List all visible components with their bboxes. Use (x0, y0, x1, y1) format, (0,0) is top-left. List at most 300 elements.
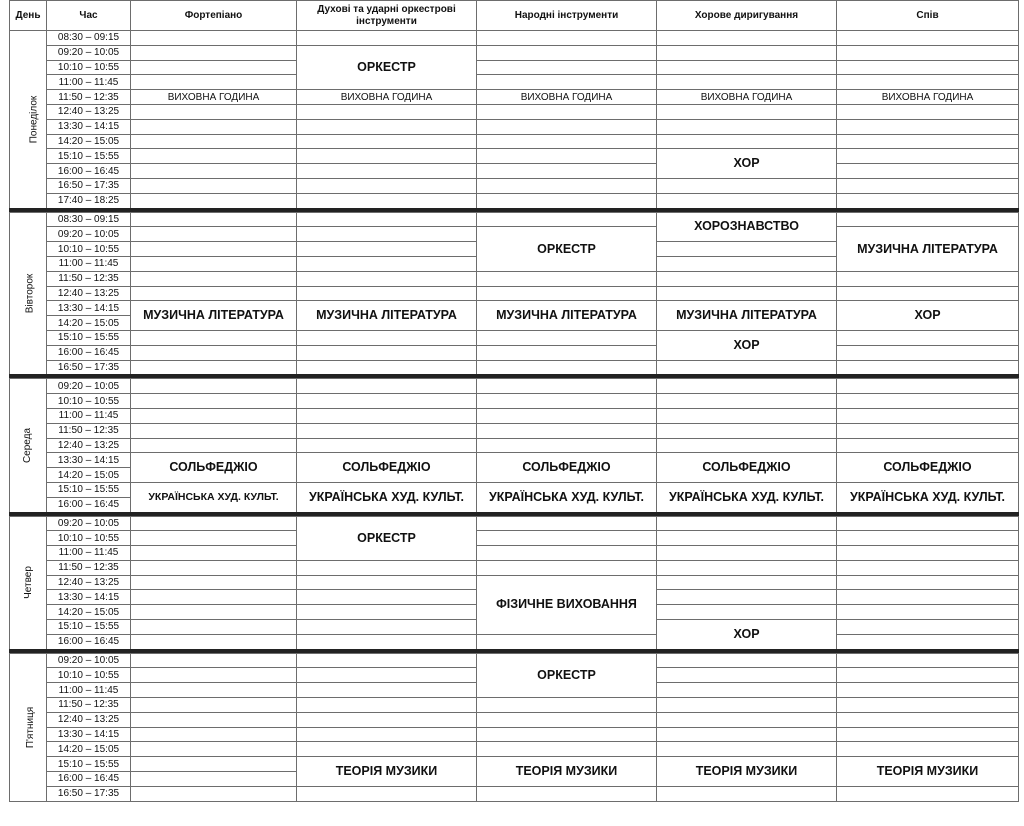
day-name: Четвер (22, 566, 34, 599)
empty-cell (297, 330, 477, 345)
empty-cell (131, 712, 297, 727)
empty-cell (297, 423, 477, 438)
empty-cell (297, 394, 477, 409)
empty-cell (657, 75, 837, 90)
schedule-row (10, 164, 1019, 179)
empty-cell (657, 668, 837, 683)
empty-cell (131, 379, 297, 394)
empty-cell (837, 620, 1019, 635)
lesson-cell: УКРАЇНСЬКА ХУД. КУЛЬТ. (297, 482, 477, 513)
schedule-row (10, 379, 1019, 394)
empty-cell (477, 560, 657, 575)
schedule-row (10, 149, 1019, 164)
empty-cell (131, 242, 297, 257)
empty-cell (477, 345, 657, 360)
empty-cell (837, 590, 1019, 605)
lesson-cell: ВИХОВНА ГОДИНА (131, 90, 297, 105)
schedule-row (10, 438, 1019, 453)
empty-cell (131, 60, 297, 75)
empty-cell (297, 379, 477, 394)
time-slot: 14:20 – 15:05 (47, 605, 131, 620)
header-col-choral: Хорове диригування (657, 1, 837, 31)
schedule-row (10, 90, 1019, 105)
empty-cell (297, 286, 477, 301)
time-slot: 08:30 – 09:15 (47, 212, 131, 227)
empty-cell (131, 164, 297, 179)
time-slot: 16:00 – 16:45 (47, 497, 131, 513)
empty-cell (131, 772, 297, 787)
schedule-row (10, 653, 1019, 668)
empty-cell (477, 330, 657, 345)
empty-cell (297, 256, 477, 271)
lesson-cell: ФІЗИЧНЕ ВИХОВАННЯ (477, 575, 657, 634)
empty-cell (477, 423, 657, 438)
empty-cell (837, 119, 1019, 134)
lesson-cell: МУЗИЧНА ЛІТЕРАТУРА (657, 301, 837, 331)
empty-cell (657, 193, 837, 209)
empty-cell (657, 786, 837, 801)
empty-cell (657, 178, 837, 193)
empty-cell (837, 164, 1019, 179)
empty-cell (837, 516, 1019, 531)
empty-cell (131, 516, 297, 531)
empty-cell (131, 590, 297, 605)
empty-cell (657, 683, 837, 698)
day-name: Середа (22, 427, 34, 463)
empty-cell (837, 178, 1019, 193)
empty-cell (657, 60, 837, 75)
empty-cell (297, 408, 477, 423)
day-name: Понеділок (28, 95, 40, 144)
schedule-row (10, 742, 1019, 757)
empty-cell (837, 575, 1019, 590)
lesson-cell: ОРКЕСТР (477, 653, 657, 697)
empty-cell (837, 75, 1019, 90)
empty-cell (297, 345, 477, 360)
empty-cell (837, 423, 1019, 438)
empty-cell (297, 605, 477, 620)
empty-cell (477, 31, 657, 46)
time-slot: 15:10 – 15:55 (47, 149, 131, 164)
time-slot: 17:40 – 18:25 (47, 193, 131, 209)
empty-cell (837, 653, 1019, 668)
header-col-singing: Спів (837, 1, 1019, 31)
header-col-folk: Народні інструменти (477, 1, 657, 31)
empty-cell (131, 742, 297, 757)
time-slot: 11:50 – 12:35 (47, 560, 131, 575)
schedule-row (10, 546, 1019, 561)
empty-cell (477, 438, 657, 453)
schedule-row (10, 634, 1019, 650)
empty-cell (837, 345, 1019, 360)
empty-cell (131, 31, 297, 46)
time-slot: 11:50 – 12:35 (47, 423, 131, 438)
time-slot: 10:10 – 10:55 (47, 668, 131, 683)
time-slot: 14:20 – 15:05 (47, 134, 131, 149)
schedule-row (10, 516, 1019, 531)
empty-cell (837, 31, 1019, 46)
time-slot: 13:30 – 14:15 (47, 119, 131, 134)
schedule-row (10, 178, 1019, 193)
empty-cell (131, 149, 297, 164)
time-slot: 10:10 – 10:55 (47, 60, 131, 75)
empty-cell (297, 104, 477, 119)
lesson-cell: ВИХОВНА ГОДИНА (477, 90, 657, 105)
day-name: Вівторок (24, 273, 36, 314)
time-slot: 16:00 – 16:45 (47, 164, 131, 179)
lesson-cell: СОЛЬФЕДЖІО (297, 453, 477, 483)
lesson-cell: СОЛЬФЕДЖІО (131, 453, 297, 483)
day-label-cell (10, 653, 47, 801)
empty-cell (657, 379, 837, 394)
schedule-row (10, 453, 1019, 468)
lesson-cell: ХОР (837, 301, 1019, 331)
time-slot: 11:00 – 11:45 (47, 683, 131, 698)
schedule-row (10, 345, 1019, 360)
empty-cell (131, 698, 297, 713)
empty-cell (837, 438, 1019, 453)
schedule-row (10, 360, 1019, 376)
day-name: П'ятниця (25, 706, 37, 748)
empty-cell (131, 786, 297, 801)
schedule-row (10, 786, 1019, 801)
day-label-cell (10, 516, 47, 651)
empty-cell (657, 45, 837, 60)
empty-cell (837, 149, 1019, 164)
empty-cell (131, 256, 297, 271)
time-slot: 12:40 – 13:25 (47, 438, 131, 453)
empty-cell (657, 360, 837, 376)
empty-cell (131, 620, 297, 635)
empty-cell (657, 560, 837, 575)
schedule-row (10, 757, 1019, 772)
empty-cell (131, 575, 297, 590)
empty-cell (837, 634, 1019, 650)
schedule-row (10, 560, 1019, 575)
empty-cell (477, 193, 657, 209)
schedule-row (10, 330, 1019, 345)
empty-cell (837, 408, 1019, 423)
time-slot: 11:50 – 12:35 (47, 90, 131, 105)
schedule-row (10, 60, 1019, 75)
empty-cell (297, 742, 477, 757)
empty-cell (297, 227, 477, 242)
time-slot: 12:40 – 13:25 (47, 286, 131, 301)
time-slot: 15:10 – 15:55 (47, 330, 131, 345)
lesson-cell: СОЛЬФЕДЖІО (657, 453, 837, 483)
schedule-row (10, 712, 1019, 727)
empty-cell (477, 394, 657, 409)
schedule-row (10, 575, 1019, 590)
header-day: День (10, 1, 47, 31)
empty-cell (657, 423, 837, 438)
empty-cell (131, 360, 297, 376)
empty-cell (657, 742, 837, 757)
empty-cell (657, 531, 837, 546)
empty-cell (297, 560, 477, 575)
time-slot: 09:20 – 10:05 (47, 227, 131, 242)
day-label-cell (10, 379, 47, 514)
empty-cell (297, 438, 477, 453)
schedule-row (10, 482, 1019, 497)
time-slot: 16:00 – 16:45 (47, 345, 131, 360)
empty-cell (477, 712, 657, 727)
empty-cell (131, 560, 297, 575)
empty-cell (131, 531, 297, 546)
empty-cell (837, 683, 1019, 698)
empty-cell (657, 104, 837, 119)
empty-cell (131, 212, 297, 227)
time-slot: 08:30 – 09:15 (47, 31, 131, 46)
empty-cell (131, 193, 297, 209)
time-slot: 10:10 – 10:55 (47, 394, 131, 409)
time-slot: 11:50 – 12:35 (47, 698, 131, 713)
time-slot: 14:20 – 15:05 (47, 316, 131, 331)
empty-cell (297, 727, 477, 742)
empty-cell (131, 75, 297, 90)
time-slot: 10:10 – 10:55 (47, 531, 131, 546)
lesson-cell: ТЕОРІЯ МУЗИКИ (837, 757, 1019, 787)
time-slot: 11:50 – 12:35 (47, 271, 131, 286)
empty-cell (131, 408, 297, 423)
empty-cell (131, 546, 297, 561)
empty-cell (837, 330, 1019, 345)
schedule-table (9, 0, 1019, 802)
empty-cell (477, 634, 657, 650)
empty-cell (837, 531, 1019, 546)
empty-cell (657, 653, 837, 668)
empty-cell (477, 286, 657, 301)
empty-cell (657, 271, 837, 286)
empty-cell (477, 164, 657, 179)
empty-cell (477, 60, 657, 75)
empty-cell (297, 575, 477, 590)
empty-cell (837, 360, 1019, 376)
lesson-cell: ВИХОВНА ГОДИНА (657, 90, 837, 105)
empty-cell (297, 149, 477, 164)
time-slot: 12:40 – 13:25 (47, 104, 131, 119)
lesson-cell: ВИХОВНА ГОДИНА (837, 90, 1019, 105)
empty-cell (477, 546, 657, 561)
empty-cell (131, 227, 297, 242)
empty-cell (837, 546, 1019, 561)
empty-cell (477, 212, 657, 227)
empty-cell (837, 212, 1019, 227)
empty-cell (477, 104, 657, 119)
lesson-cell: МУЗИЧНА ЛІТЕРАТУРА (477, 301, 657, 331)
empty-cell (657, 698, 837, 713)
day-label-cell (10, 212, 47, 376)
time-slot: 16:00 – 16:45 (47, 772, 131, 787)
empty-cell (837, 668, 1019, 683)
empty-cell (657, 119, 837, 134)
lesson-cell: МУЗИЧНА ЛІТЕРАТУРА (837, 227, 1019, 271)
empty-cell (477, 408, 657, 423)
empty-cell (657, 394, 837, 409)
lesson-cell: ХОР (657, 620, 837, 651)
empty-cell (297, 698, 477, 713)
empty-cell (297, 653, 477, 668)
empty-cell (657, 712, 837, 727)
empty-cell (131, 727, 297, 742)
empty-cell (837, 104, 1019, 119)
empty-cell (131, 45, 297, 60)
schedule-row (10, 193, 1019, 209)
empty-cell (297, 271, 477, 286)
empty-cell (131, 134, 297, 149)
lesson-cell: МУЗИЧНА ЛІТЕРАТУРА (131, 301, 297, 331)
empty-cell (297, 242, 477, 257)
empty-cell (657, 590, 837, 605)
time-slot: 16:50 – 17:35 (47, 360, 131, 376)
schedule-row (10, 212, 1019, 227)
empty-cell (837, 394, 1019, 409)
schedule-row (10, 423, 1019, 438)
empty-cell (657, 727, 837, 742)
empty-cell (131, 119, 297, 134)
empty-cell (131, 286, 297, 301)
lesson-cell: УКРАЇНСЬКА ХУД. КУЛЬТ. (657, 482, 837, 513)
empty-cell (297, 668, 477, 683)
lesson-cell: УКРАЇНСЬКА ХУД. КУЛЬТ. (131, 482, 297, 513)
empty-cell (837, 742, 1019, 757)
empty-cell (297, 360, 477, 376)
time-slot: 13:30 – 14:15 (47, 590, 131, 605)
schedule-row (10, 301, 1019, 316)
lesson-cell: ТЕОРІЯ МУЗИКИ (477, 757, 657, 787)
schedule-row (10, 698, 1019, 713)
empty-cell (657, 516, 837, 531)
header-time: Час (47, 1, 131, 31)
empty-cell (837, 45, 1019, 60)
header-row (10, 1, 1019, 31)
time-slot: 09:20 – 10:05 (47, 516, 131, 531)
schedule-row (10, 45, 1019, 60)
empty-cell (297, 31, 477, 46)
empty-cell (837, 271, 1019, 286)
empty-cell (297, 620, 477, 635)
time-slot: 16:00 – 16:45 (47, 634, 131, 650)
empty-cell (131, 330, 297, 345)
lesson-cell: ХОР (657, 149, 837, 179)
header-col-winds: Духові та ударні оркестрові інструменти (297, 1, 477, 31)
empty-cell (657, 546, 837, 561)
lesson-cell: ХОР (657, 330, 837, 360)
empty-cell (131, 394, 297, 409)
empty-cell (657, 286, 837, 301)
empty-cell (837, 560, 1019, 575)
empty-cell (837, 786, 1019, 801)
empty-cell (297, 193, 477, 209)
empty-cell (477, 360, 657, 376)
lesson-cell: УКРАЇНСЬКА ХУД. КУЛЬТ. (477, 482, 657, 513)
schedule-row (10, 727, 1019, 742)
time-slot: 11:00 – 11:45 (47, 75, 131, 90)
schedule-row (10, 286, 1019, 301)
time-slot: 14:20 – 15:05 (47, 742, 131, 757)
empty-cell (477, 379, 657, 394)
empty-cell (837, 286, 1019, 301)
empty-cell (297, 178, 477, 193)
empty-cell (837, 134, 1019, 149)
empty-cell (297, 683, 477, 698)
lesson-cell: ОРКЕСТР (297, 516, 477, 560)
empty-cell (477, 727, 657, 742)
time-slot: 09:20 – 10:05 (47, 45, 131, 60)
empty-cell (297, 212, 477, 227)
time-slot: 11:00 – 11:45 (47, 256, 131, 271)
lesson-cell: СОЛЬФЕДЖІО (837, 453, 1019, 483)
schedule-row (10, 119, 1019, 134)
empty-cell (837, 698, 1019, 713)
empty-cell (131, 683, 297, 698)
empty-cell (477, 786, 657, 801)
time-slot: 12:40 – 13:25 (47, 712, 131, 727)
empty-cell (477, 531, 657, 546)
empty-cell (657, 256, 837, 271)
empty-cell (837, 712, 1019, 727)
empty-cell (837, 605, 1019, 620)
empty-cell (131, 178, 297, 193)
empty-cell (131, 653, 297, 668)
empty-cell (657, 31, 837, 46)
empty-cell (131, 345, 297, 360)
time-slot: 14:20 – 15:05 (47, 468, 131, 483)
lesson-cell: ТЕОРІЯ МУЗИКИ (657, 757, 837, 787)
empty-cell (297, 634, 477, 650)
empty-cell (837, 193, 1019, 209)
schedule-body (10, 31, 1019, 802)
empty-cell (477, 516, 657, 531)
empty-cell (131, 271, 297, 286)
empty-cell (657, 575, 837, 590)
empty-cell (657, 134, 837, 149)
empty-cell (477, 742, 657, 757)
empty-cell (297, 119, 477, 134)
lesson-cell: ОРКЕСТР (477, 227, 657, 271)
time-slot: 16:50 – 17:35 (47, 786, 131, 801)
time-slot: 12:40 – 13:25 (47, 575, 131, 590)
empty-cell (131, 438, 297, 453)
lesson-cell: ОРКЕСТР (297, 45, 477, 89)
empty-cell (477, 119, 657, 134)
lesson-cell: СОЛЬФЕДЖІО (477, 453, 657, 483)
empty-cell (297, 134, 477, 149)
schedule-row (10, 531, 1019, 546)
schedule-row (10, 75, 1019, 90)
schedule-row (10, 271, 1019, 286)
empty-cell (131, 757, 297, 772)
lesson-cell: МУЗИЧНА ЛІТЕРАТУРА (297, 301, 477, 331)
time-slot: 16:50 – 17:35 (47, 178, 131, 193)
empty-cell (131, 423, 297, 438)
empty-cell (477, 134, 657, 149)
schedule-row (10, 104, 1019, 119)
lesson-cell: УКРАЇНСЬКА ХУД. КУЛЬТ. (837, 482, 1019, 513)
time-slot: 13:30 – 14:15 (47, 301, 131, 316)
time-slot: 11:00 – 11:45 (47, 408, 131, 423)
empty-cell (477, 178, 657, 193)
schedule-row (10, 227, 1019, 242)
empty-cell (131, 668, 297, 683)
empty-cell (657, 408, 837, 423)
schedule-row (10, 134, 1019, 149)
empty-cell (477, 149, 657, 164)
empty-cell (297, 164, 477, 179)
empty-cell (477, 75, 657, 90)
empty-cell (837, 727, 1019, 742)
empty-cell (131, 634, 297, 650)
